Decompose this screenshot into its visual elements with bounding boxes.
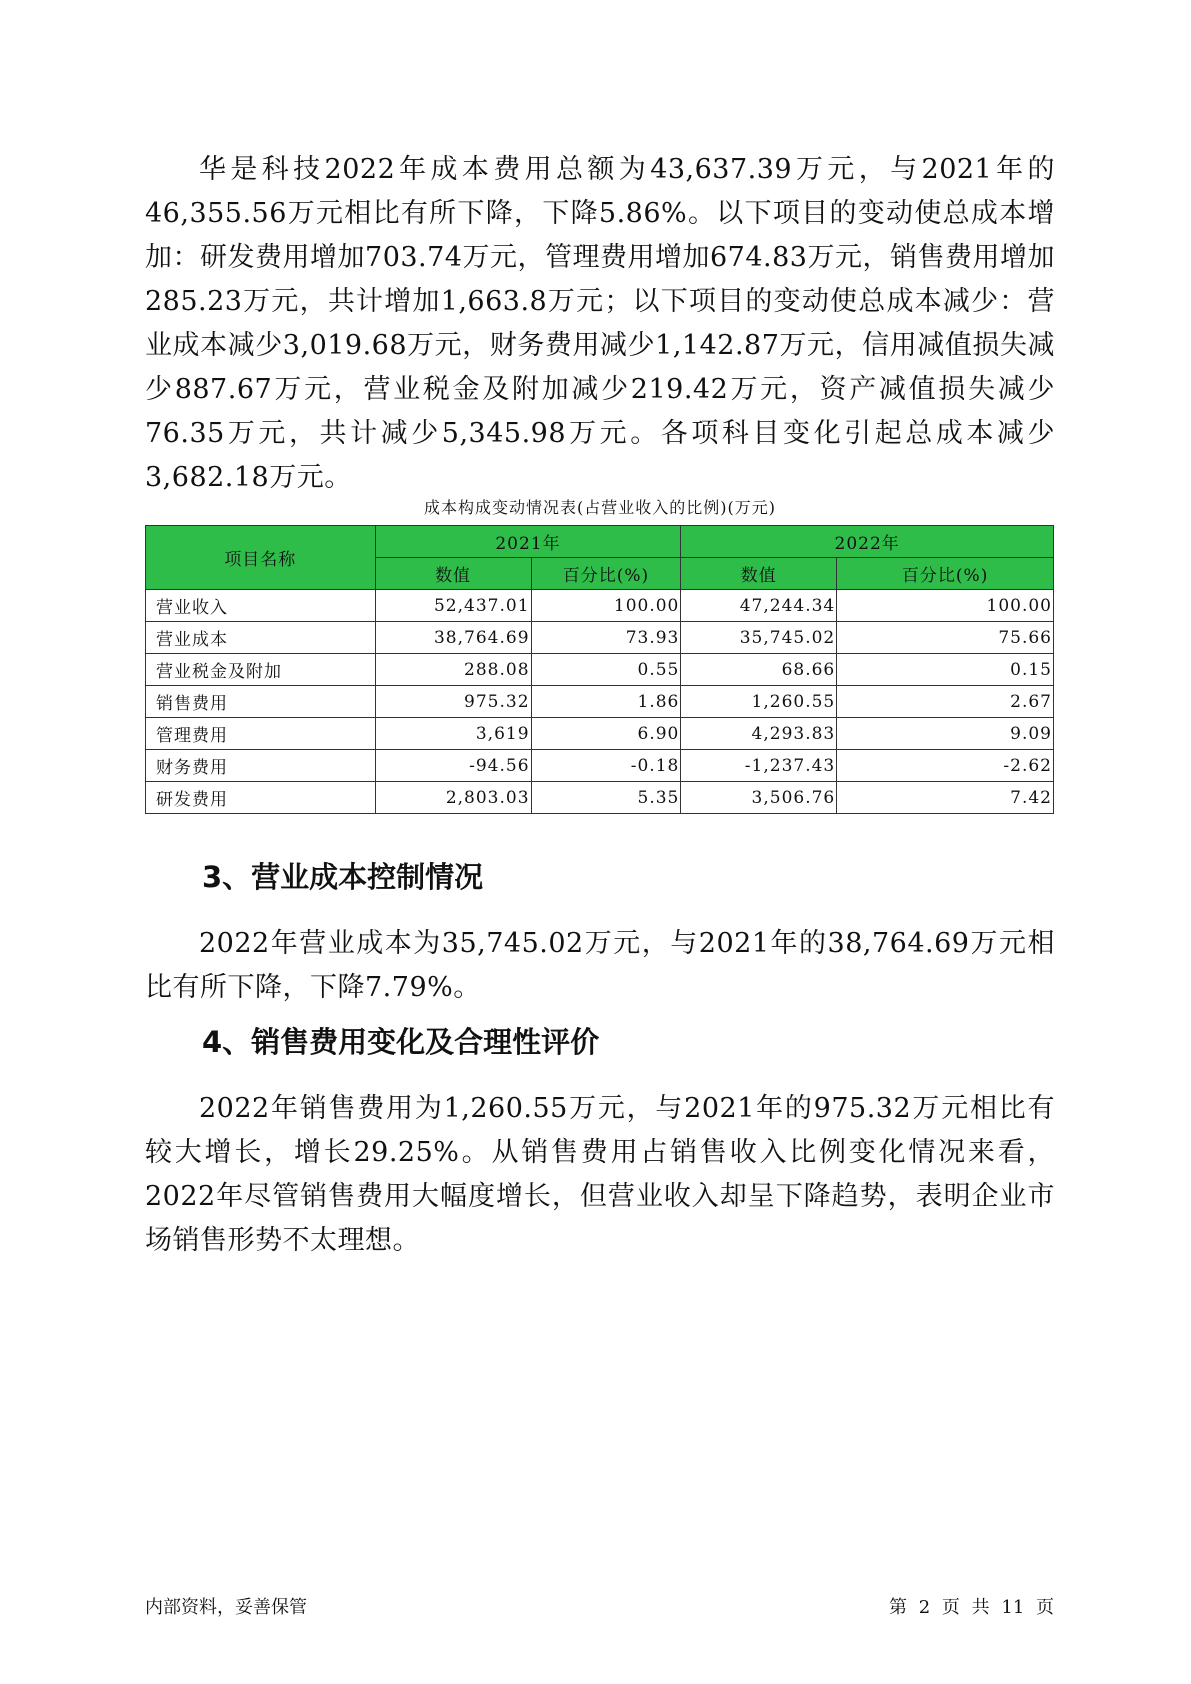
percent-2021: 73.93 <box>531 622 681 654</box>
row-name: 财务费用 <box>146 750 376 782</box>
row-name: 营业收入 <box>146 590 376 622</box>
row-name: 营业成本 <box>146 622 376 654</box>
percent-2022: 2.67 <box>837 686 1054 718</box>
percent-2021: 5.35 <box>531 782 681 814</box>
body-paragraph-operating-cost: 2022年营业成本为35,745.02万元，与2021年的38,764.69万元相比有所下降，下降7.79%。 <box>145 928 1055 1003</box>
table-row <box>146 622 1054 654</box>
percent-2022: 100.00 <box>837 590 1054 622</box>
row-name: 管理费用 <box>146 718 376 750</box>
header-year-2022: 2022年 <box>681 526 1054 558</box>
percent-2022: 75.66 <box>837 622 1054 654</box>
table-row <box>146 654 1054 686</box>
section-heading-operating-cost: 3、营业成本控制情况 <box>202 860 484 894</box>
header-value-2021: 数值 <box>375 558 531 590</box>
value-2021: -94.56 <box>375 750 531 782</box>
header-value-2022: 数值 <box>681 558 837 590</box>
body-paragraph-sales-expense: 2022年销售费用为1,260.55万元，与2021年的975.32万元相比有较大增长，增长29.25%。从销售费用占销售收入比例变化情况来看，2022年尽管销售费用大幅度增长，但营业收入却呈下降趋势，表明企业市场销售形势不太理想。 <box>145 1093 1055 1256</box>
percent-2021: -0.18 <box>531 750 681 782</box>
percent-2021: 100.00 <box>531 590 681 622</box>
percent-2021: 1.86 <box>531 686 681 718</box>
footer-page-number: 第 2 页 共 11 页 <box>889 1597 1054 1618</box>
table-header-row-years <box>146 526 1054 558</box>
value-2022: 47,244.34 <box>681 590 837 622</box>
percent-2021: 0.55 <box>531 654 681 686</box>
percent-2021: 6.90 <box>531 718 681 750</box>
value-2021: 288.08 <box>375 654 531 686</box>
value-2022: 4,293.83 <box>681 718 837 750</box>
body-paragraph-cost-summary: 华是科技2022年成本费用总额为43,637.39万元，与2021年的46,355.56万元相比有所下降，下降5.86%。以下项目的变动使总成本增加：研发费用增加703.74万元，管理费用增加674.83万元，销售费用增加285.23万元，共计增加1,663.8万元；以下项目的变动使总成本减少：营业成本减少3,019.68万元，财务费用减少1,142.87万元，信用减值损失减少887.67万元，营业税金及附加减少219.42万元，资产减值损失减少76.35万元，共计减少5,345.98万元。各项科目变化引起总成本减少3,682.18万元。 <box>145 154 1055 493</box>
value-2022: 3,506.76 <box>681 782 837 814</box>
row-name: 销售费用 <box>146 686 376 718</box>
table-row <box>146 750 1054 782</box>
table-row <box>146 590 1054 622</box>
value-2021: 3,619 <box>375 718 531 750</box>
value-2022: -1,237.43 <box>681 750 837 782</box>
row-name: 研发费用 <box>146 782 376 814</box>
table-row <box>146 782 1054 814</box>
percent-2022: 9.09 <box>837 718 1054 750</box>
percent-2022: 0.15 <box>837 654 1054 686</box>
value-2021: 975.32 <box>375 686 531 718</box>
value-2021: 52,437.01 <box>375 590 531 622</box>
value-2021: 38,764.69 <box>375 622 531 654</box>
table-caption: 成本构成变动情况表(占营业收入的比例)(万元) <box>424 498 776 517</box>
percent-2022: -2.62 <box>837 750 1054 782</box>
header-year-2021: 2021年 <box>375 526 681 558</box>
row-name: 营业税金及附加 <box>146 654 376 686</box>
footer-confidential-note: 内部资料，妥善保管 <box>145 1597 307 1618</box>
value-2022: 35,745.02 <box>681 622 837 654</box>
header-item-name: 项目名称 <box>146 526 376 590</box>
value-2022: 1,260.55 <box>681 686 837 718</box>
header-percent-2022: 百分比(%) <box>837 558 1054 590</box>
header-percent-2021: 百分比(%) <box>531 558 681 590</box>
percent-2022: 7.42 <box>837 782 1054 814</box>
section-heading-sales-expense: 4、销售费用变化及合理性评价 <box>202 1025 600 1059</box>
cost-structure-table <box>145 525 1054 814</box>
table-row <box>146 718 1054 750</box>
value-2021: 2,803.03 <box>375 782 531 814</box>
table-row <box>146 686 1054 718</box>
value-2022: 68.66 <box>681 654 837 686</box>
